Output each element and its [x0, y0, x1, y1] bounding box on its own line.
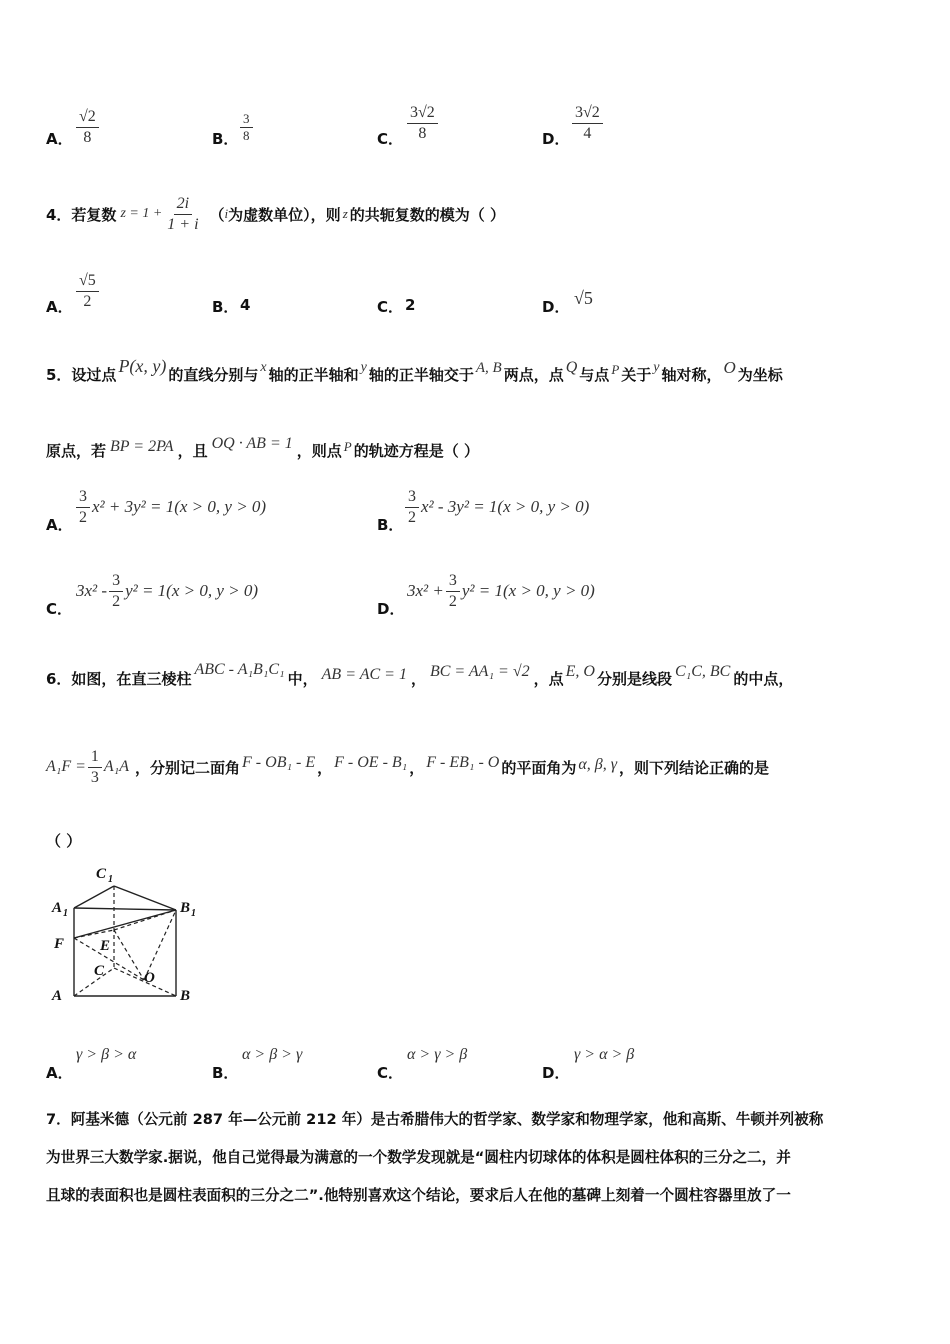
q5-y: y: [653, 360, 660, 375]
q5-option-c-label: C．: [46, 600, 73, 618]
q6-text: 的中点，: [733, 669, 794, 688]
q6-option-a-label: A．: [46, 1064, 73, 1082]
q5-text: 为坐标: [737, 365, 783, 384]
q6-points: E, O: [565, 663, 595, 680]
fraction: [446, 572, 460, 610]
q4-z-eq: z = 1 +: [120, 206, 163, 221]
fraction-numerator: √2: [76, 108, 99, 128]
q5-o: O: [723, 358, 736, 377]
q5-option-a-value: [76, 488, 266, 526]
q6-option-c-value: α > γ > β: [407, 1046, 468, 1063]
label-c1-sub: 1: [108, 874, 113, 885]
q4-prefix: 4．若复数: [46, 205, 117, 224]
fraction-numerator: 3√2: [572, 104, 603, 124]
q5-text: ，且: [177, 441, 208, 460]
q5-condition-1: BP = 2PA: [110, 438, 174, 455]
fraction-numerator: 3: [109, 572, 123, 592]
fraction-denominator: 8: [243, 128, 250, 144]
label-o: O: [144, 970, 155, 986]
q4-stem: [46, 184, 505, 244]
equation: y² = 1(x > 0, y > 0): [125, 581, 259, 601]
q6-line-2: [46, 742, 769, 792]
q4-z: z: [342, 206, 348, 221]
label-b1: B: [180, 900, 191, 916]
fraction-numerator: 3: [240, 112, 253, 128]
label-c1: C: [96, 866, 107, 882]
q6-option-b-label: B．: [212, 1064, 239, 1082]
q7-line-3: 且球的表面积也是圆柱表面积的三分之二”.他特别喜欢这个结论，要求后人在他的墓碑上刻着一个圆柱容器里放了一: [46, 1187, 791, 1204]
q4-option-d-label: D．: [542, 298, 570, 316]
q5-q: Q: [565, 359, 578, 376]
q5-text: 轴的正半轴交于: [368, 365, 474, 384]
q5-point-p: P(x, y): [118, 355, 167, 376]
q7-line-2: 为世界三大数学家.据说，他自己觉得最为满意的一个数学发现就是“圆柱内切球体的体积是圆柱体积的三分之二，并: [46, 1149, 791, 1166]
q3-option-b-value: [240, 112, 253, 144]
q6-segments: C₁C, BC: [674, 663, 731, 680]
q4-option-b-label: B．: [212, 298, 239, 316]
q5-y: y: [360, 360, 367, 375]
equation: y² = 1(x > 0, y > 0): [461, 581, 595, 601]
q6-condition-1: AB = AC = 1: [321, 666, 407, 683]
label-a1-sub: 1: [63, 908, 68, 919]
fraction-numerator: 1: [88, 748, 102, 768]
q6-text: ，分别记二面角: [135, 758, 241, 777]
q6-option-d-label: D．: [542, 1064, 570, 1082]
q6-text: 分别是线段: [596, 669, 672, 688]
q4-option-c-value: 2: [405, 296, 416, 314]
q5-text: 关于: [621, 365, 652, 384]
q5-option-c-value: [76, 572, 258, 610]
q5-line-1: [46, 356, 783, 392]
label-a: A: [52, 988, 63, 1004]
q3-option-a-value: [76, 108, 99, 146]
q3-option-c-value: [407, 104, 438, 142]
q4-option-d-value: √5: [574, 288, 593, 308]
label-a1: A: [52, 900, 63, 916]
edge-a1b1: [74, 908, 176, 910]
q6-text: ，: [317, 758, 333, 777]
q5-text: 两点，点: [503, 365, 564, 384]
fraction-denominator: 2: [408, 508, 416, 526]
q5-option-a-label: A．: [46, 516, 73, 534]
fraction-denominator: 2: [112, 592, 121, 610]
fraction: [405, 488, 419, 526]
q6-dihedral-3: F - EB₁ - O: [426, 754, 500, 771]
q5-line-2: [46, 432, 479, 468]
q7-line-1: 7．阿基米德（公元前 287 年—公元前 212 年）是古希腊伟大的哲学家、数学家和物理学家，他和高斯、牛顿并列被称: [46, 1111, 824, 1128]
label-f: F: [54, 936, 65, 952]
label-c: C: [94, 963, 105, 979]
q6-text: ，则下列结论正确的是: [619, 758, 770, 777]
q6-text: 中，: [287, 669, 318, 688]
q6-text: ，: [409, 758, 425, 777]
q6-text: ，: [410, 669, 426, 688]
q5-p: P: [343, 439, 352, 454]
fraction-numerator: 3: [405, 488, 419, 508]
fraction-numerator: √5: [76, 272, 99, 292]
prism-figure: [46, 858, 206, 1008]
q6-vector-equation: [46, 748, 129, 786]
q5-ab: A, B: [475, 359, 502, 376]
q5-option-b-value: [405, 488, 589, 526]
equation-prefix: 3x² -: [76, 581, 108, 601]
q4-fraction: [164, 195, 201, 233]
fraction: [76, 488, 90, 526]
fraction-denominator: 4: [583, 124, 592, 142]
equation-prefix: 3x² +: [407, 581, 444, 601]
vector-left: A₁F =: [46, 758, 86, 775]
fraction-denominator: 1 + i: [167, 215, 199, 233]
fraction-numerator: 3: [446, 572, 460, 592]
q6-text: 的平面角为: [501, 758, 577, 777]
q6-prism: ABC - A₁B₁C₁: [194, 661, 285, 678]
q5-text: 轴对称，: [661, 365, 722, 384]
q6-line-1: [46, 660, 793, 696]
q4-option-a-label: A．: [46, 298, 73, 316]
q3-option-d-label: D．: [542, 130, 570, 148]
q6-option-b-value: α > β > γ: [242, 1046, 303, 1063]
q3-option-c-label: C．: [377, 130, 404, 148]
q4-i: i: [224, 206, 229, 221]
q6-text: ，点: [533, 669, 564, 688]
q6-dihedral-2: F - OE - B₁: [334, 754, 408, 771]
q5-text: 的轨迹方程是（ ）: [353, 441, 479, 460]
fraction: [88, 748, 102, 786]
q5-text: 与点: [579, 365, 610, 384]
q3-option-a-label: A．: [46, 130, 73, 148]
q4-suffix: 的共轭复数的模为（ ）: [349, 205, 505, 224]
q4-paren: （: [209, 205, 225, 224]
fraction-denominator: 2: [83, 292, 92, 310]
label-e: E: [100, 938, 111, 954]
q4-option-c-label: C．: [377, 298, 404, 316]
label-b: B: [180, 988, 191, 1004]
equation: x² + 3y² = 1(x > 0, y > 0): [92, 497, 267, 517]
q5-text: 原点，若: [46, 441, 107, 460]
q4-option-b-value: 4: [240, 296, 251, 314]
q3-option-d-value: [572, 104, 603, 142]
q5-option-d-value: [407, 572, 595, 610]
edge-a1c1: [74, 886, 114, 908]
q4-mid: 为虚数单位），则: [228, 205, 341, 224]
q5-option-b-label: B．: [377, 516, 404, 534]
q6-answer-paren: （ ）: [46, 832, 82, 850]
q6-text: 6．如图，在直三棱柱: [46, 669, 192, 688]
fraction-denominator: 8: [83, 128, 92, 146]
fraction-denominator: 2: [79, 508, 87, 526]
edge-c1b1: [114, 886, 176, 910]
q6-option-a-value: γ > β > α: [76, 1046, 137, 1063]
fraction-denominator: 2: [448, 592, 457, 610]
q5-text: 的直线分别与: [168, 365, 259, 384]
q4-option-a-value: [76, 272, 99, 310]
q5-text: ，则点: [296, 441, 342, 460]
equation: x² - 3y² = 1(x > 0, y > 0): [421, 497, 590, 517]
fraction-numerator: 2i: [174, 195, 192, 215]
fraction: [109, 572, 123, 610]
fraction-numerator: 3: [76, 488, 90, 508]
edge-eo-hidden: [114, 930, 144, 980]
q6-option-c-label: C．: [377, 1064, 404, 1082]
q6-dihedral-1: F - OB₁ - E: [242, 754, 316, 771]
q6-option-d-value: γ > α > β: [574, 1046, 635, 1063]
q6-condition-2: BC = AA₁ = √2: [429, 663, 530, 680]
edge-fb1: [74, 910, 176, 938]
q5-x: x: [260, 360, 267, 375]
fraction-denominator: 8: [418, 124, 427, 142]
fraction-denominator: 3: [90, 768, 99, 786]
q5-p: P: [611, 362, 620, 377]
q5-text: 轴的正半轴和: [268, 365, 359, 384]
label-b1-sub: 1: [191, 908, 196, 919]
fraction-numerator: 3√2: [407, 104, 438, 124]
q5-text: 5．设过点: [46, 365, 117, 384]
q5-condition-2: OQ · AB = 1: [211, 435, 293, 452]
q3-option-b-label: B．: [212, 130, 239, 148]
q6-angles: α, β, γ: [578, 756, 618, 773]
vector-right: A₁A: [103, 758, 130, 775]
q5-option-d-label: D．: [377, 600, 405, 618]
